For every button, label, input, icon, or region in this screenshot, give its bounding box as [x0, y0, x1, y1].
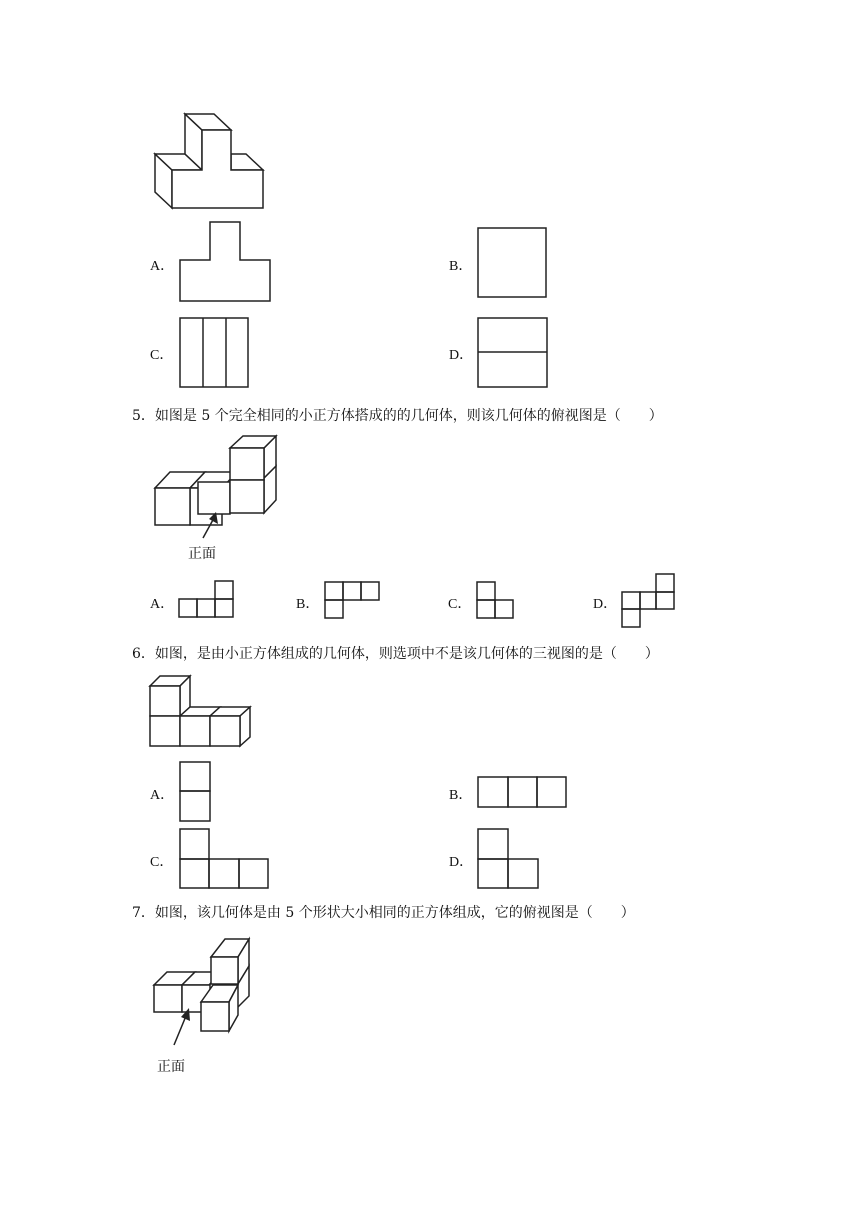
q7-front-label: 正面 [157, 1059, 185, 1075]
q7-question-text: 7．如图，该几何体是由 5 个形状大小相同的正方体组成，它的俯视图是（ ） [132, 905, 635, 921]
q6-option-b-label[interactable]: B． [449, 788, 473, 803]
q4-option-b-label[interactable]: B． [449, 259, 473, 274]
q4-option-c-label[interactable]: C． [150, 348, 174, 363]
q6-option-d-label[interactable]: D． [449, 855, 474, 870]
q5-option-a-label[interactable]: A． [150, 597, 175, 612]
q6-question-text: 6．如图，是由小正方体组成的几何体，则选项中不是该几何体的三视图的是（ ） [132, 646, 659, 662]
q4-option-d-label[interactable]: D． [449, 348, 474, 363]
q5-option-c-label[interactable]: C． [448, 597, 472, 612]
q5-option-d-label[interactable]: D． [593, 597, 618, 612]
q5-option-b-label[interactable]: B． [296, 597, 320, 612]
q6-option-a-label[interactable]: A． [150, 788, 175, 803]
q5-front-label: 正面 [188, 546, 216, 562]
q4-option-a-label[interactable]: A． [150, 259, 175, 274]
q5-question-text: 5．如图是 5 个完全相同的小正方体搭成的的几何体，则该几何体的俯视图是（ ） [132, 408, 663, 424]
q6-option-c-label[interactable]: C． [150, 855, 174, 870]
